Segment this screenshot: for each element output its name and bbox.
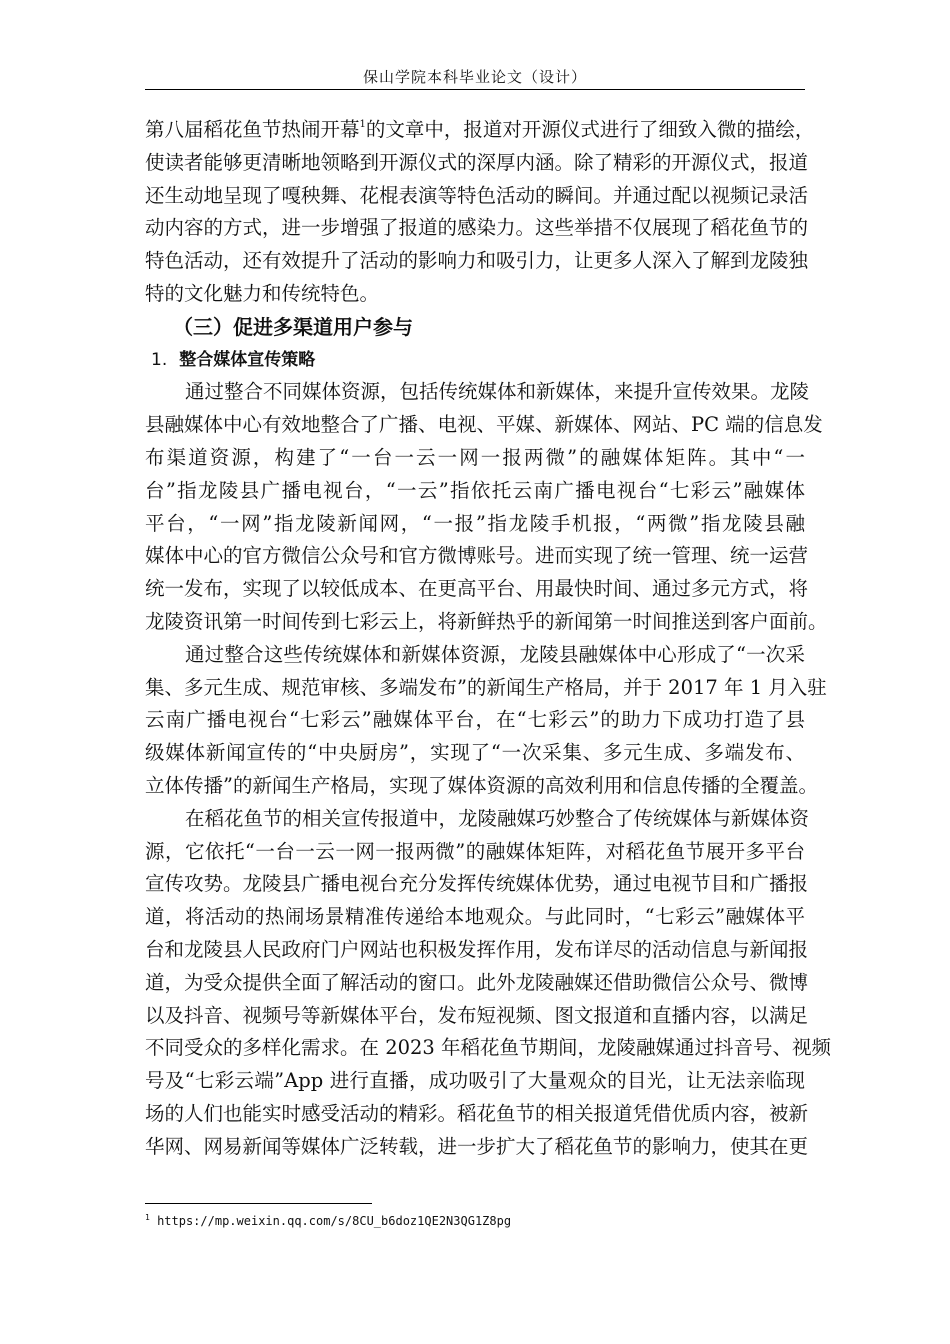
text-line: 号及“七彩云端”App 进行直播，成功吸引了大量观众的目光，让无法亲临现 [145,1069,805,1093]
text-line: 媒体中心的官方微信公众号和官方微博账号。进而实现了统一管理、统一运营 [145,544,809,568]
text-line: 布渠道资源，构建了“一台一云一网一报两微”的融媒体矩阵。其中“一 [145,445,805,469]
text-line: 云南广播电视台“七彩云”融媒体平台，在“七彩云”的助力下成功打造了县 [145,708,805,732]
text-line: 以及抖音、视频号等新媒体平台，发布短视频、图文报道和直播内容，以满足 [145,1003,809,1027]
text-line: 源，它依托“一台一云一网一报两微”的融媒体矩阵，对稻花鱼节展开多平台 [145,839,805,863]
text-line: 动内容的方式，进一步增强了报道的感染力。这些举措不仅展现了稻花鱼节的 [145,216,809,240]
text-line: 统一发布，实现了以较低成本、在更高平台、用最快时间、通过多元方式，将 [145,577,809,601]
text-line: 华网、网易新闻等媒体广泛转载，进一步扩大了稻花鱼节的影响力，使其在更 [145,1134,809,1158]
text-line: 县融媒体中心有效地整合了广播、电视、平媒、新媒体、网站、PC 端的信息发 [145,413,823,437]
subsection-number: 1. [151,349,168,370]
header-rule [145,89,805,90]
text-line: 立体传播”的新闻生产格局，实现了媒体资源的高效利用和信息传播的全覆盖。 [145,773,818,797]
text-line: 台”指龙陵县广播电视台，“一云”指依托云南广播电视台“七彩云”融媒体 [145,478,805,502]
text-line: 通过整合这些传统媒体和新媒体资源，龙陵县融媒体中心形成了“一次采 [185,642,805,666]
paragraph [145,639,827,803]
text-line: 使读者能够更清晰地领略到开源仪式的深厚内涵。除了精彩的开源仪式，报道 [145,150,809,174]
text-line: 平台，“一网”指龙陵新闻网，“一报”指龙陵手机报，“两微”指龙陵县融 [145,511,805,535]
footnote-number: 1 [145,1213,150,1222]
text-span: 的文章中，报道对开源仪式进行了细致入微的描绘， [365,118,815,141]
footnote-url[interactable]: https://mp.weixin.qq.com/s/8CU_b6doz1QE2N3QG1Z8pg [157,1214,512,1228]
paragraph [145,376,828,638]
text-line: 还生动地呈现了嘎秧舞、花棍表演等特色活动的瞬间。并通过配以视频记录活 [145,183,809,207]
text-line: 宣传攻势。龙陵县广播电视台充分发挥传统媒体优势，通过电视节目和广播报 [145,872,809,896]
text-line: 在稻花鱼节的相关宣传报道中，龙陵融媒巧妙整合了传统媒体与新媒体资 [185,806,810,830]
text-line: 通过整合不同媒体资源，包括传统媒体和新媒体，来提升宣传效果。龙陵 [185,380,810,404]
footnote-rule [145,1203,372,1204]
page-header: 保山学院本科毕业论文（设计） [362,68,587,86]
subsection-heading [145,344,805,377]
text-line: 龙陵资讯第一时间传到七彩云上，将新鲜热乎的新闻第一时间推送到客户面前。 [145,609,828,633]
footnote-ref[interactable]: 1 [359,119,366,130]
text-line: 特色活动，还有效提升了活动的影响力和吸引力，让更多人深入了解到龙陵独 [145,249,809,273]
text-line: 级媒体新闻宣传的“中央厨房”，实现了“一次采集、多元生成、多端发布、 [145,741,805,765]
footnote [145,1213,511,1228]
text-span: 第八届稻花鱼节热闹开幕 [145,118,360,141]
text-line: 不同受众的多样化需求。在 2023 年稻花鱼节期间，龙陵融媒通过抖音号、视频 [145,1036,832,1060]
text-line: 台和龙陵县人民政府门户网站也积极发挥作用，发布详尽的活动信息与新闻报 [145,937,809,961]
text-line: 道，为受众提供全面了解活动的窗口。此外龙陵融媒还借助微信公众号、微博 [145,970,809,994]
paragraph [145,803,832,1164]
text-line: 场的人们也能实时感受活动的精彩。稻花鱼节的相关报道凭借优质内容，被新 [145,1101,809,1125]
section-heading: （三）促进多渠道用户参与 [173,314,413,339]
document-body [145,114,832,1164]
intro-line [145,114,815,147]
text-line: 集、多元生成、规范审核、多端发布”的新闻生产格局，并于 2017 年 1 月入驻 [145,675,827,699]
subsection-title: 整合媒体宣传策略 [179,349,316,370]
text-line: 道，将活动的热闹场景精准传递给本地观众。与此同时，“七彩云”融媒体平 [145,905,805,929]
text-line: 特的文化魅力和传统特色。 [145,281,380,305]
